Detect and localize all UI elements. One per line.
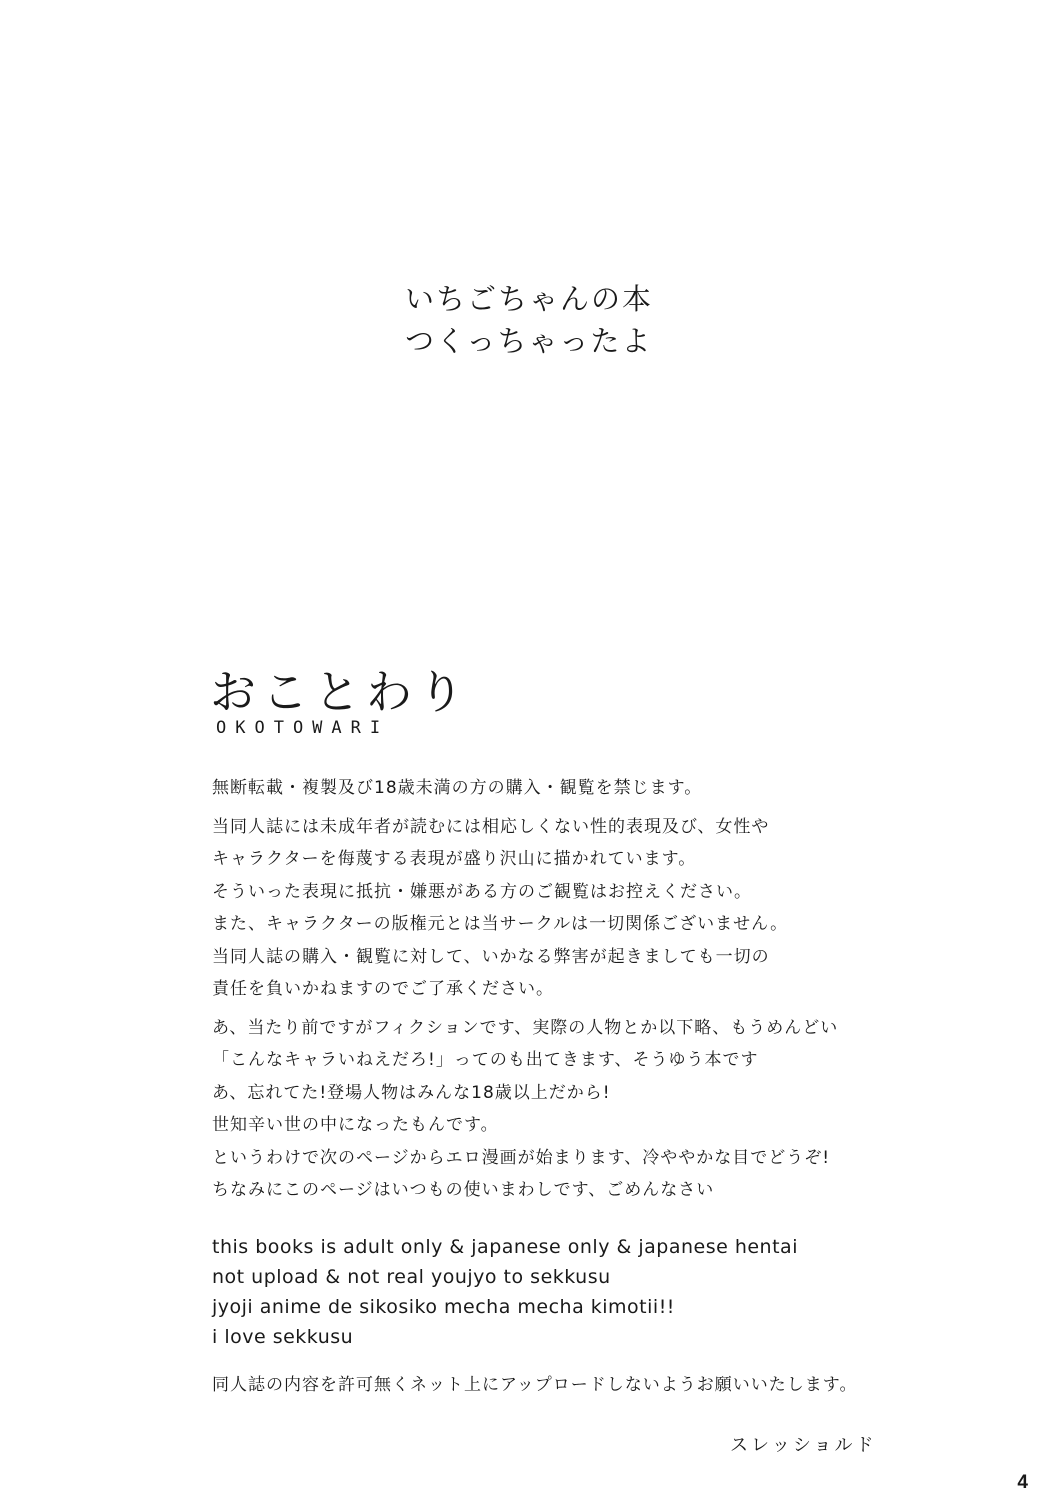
page-number: 4 xyxy=(1017,1472,1028,1493)
disclaimer-line: 責任を負いかねますのでご了承ください。 xyxy=(212,979,554,999)
intro-line-1: いちごちゃんの本 xyxy=(405,282,654,316)
english-line: this books is adult only & japanese only & japanese hentai xyxy=(212,1236,798,1258)
disclaimer-heading: おことわり xyxy=(210,665,470,719)
disclaimer-line: キャラクターを侮蔑する表現が盛り沢山に描かれています。 xyxy=(212,849,697,869)
disclaimer-body xyxy=(212,772,992,1207)
intro-line-2: つくっちゃったよ xyxy=(405,324,653,358)
disclaimer-line: あ、忘れてた!登場人物はみんな18歳以上だから! xyxy=(212,1082,611,1103)
disclaimer-line: そういった表現に抵抗・嫌悪がある方のご観覧はお控えください。 xyxy=(212,881,752,902)
disclaimer-line: 世知辛い世の中になったもんです。 xyxy=(212,1115,499,1135)
disclaimer-line: というわけで次のページからエロ漫画が始まります、冷ややかな目でどうぞ! xyxy=(212,1147,831,1168)
english-line: not upload & not real youjyo to sekkusu xyxy=(212,1266,611,1288)
upload-notice: 同人誌の内容を許可無くネット上にアップロードしないようお願いいたします。 xyxy=(212,1375,858,1395)
disclaimer-line: ちなみにこのページはいつもの使いまわしです、ごめんなさい xyxy=(212,1180,715,1200)
english-line: i love sekkusu xyxy=(212,1326,354,1348)
english-line: jyoji anime de sikosiko mecha mecha kimotii!! xyxy=(212,1296,675,1318)
disclaimer-line: 「こんなキャラいねえだろ!」ってのも出てきます、そうゆう本です xyxy=(212,1050,759,1070)
english-notice xyxy=(212,1232,992,1352)
disclaimer-line: 無断転載・複製及び18歳未満の方の購入・観覧を禁じます。 xyxy=(212,778,703,798)
disclaimer-line: また、キャラクターの版権元とは当サークルは一切関係ございません。 xyxy=(212,914,789,934)
disclaimer-line: あ、当たり前ですがフィクションです、実際の人物とか以下略、もうめんどい xyxy=(212,1017,839,1038)
disclaimer-line: 当同人誌には未成年者が読むには相応しくない性的表現及び、女性や xyxy=(212,816,770,837)
circle-signature: スレッショルド xyxy=(730,1435,877,1456)
intro-text xyxy=(405,278,653,362)
disclaimer-romaji: OKOTOWARI xyxy=(216,718,390,738)
disclaimer-line: 当同人誌の購入・観覧に対して、いかなる弊害が起きましても一切の xyxy=(212,946,770,967)
